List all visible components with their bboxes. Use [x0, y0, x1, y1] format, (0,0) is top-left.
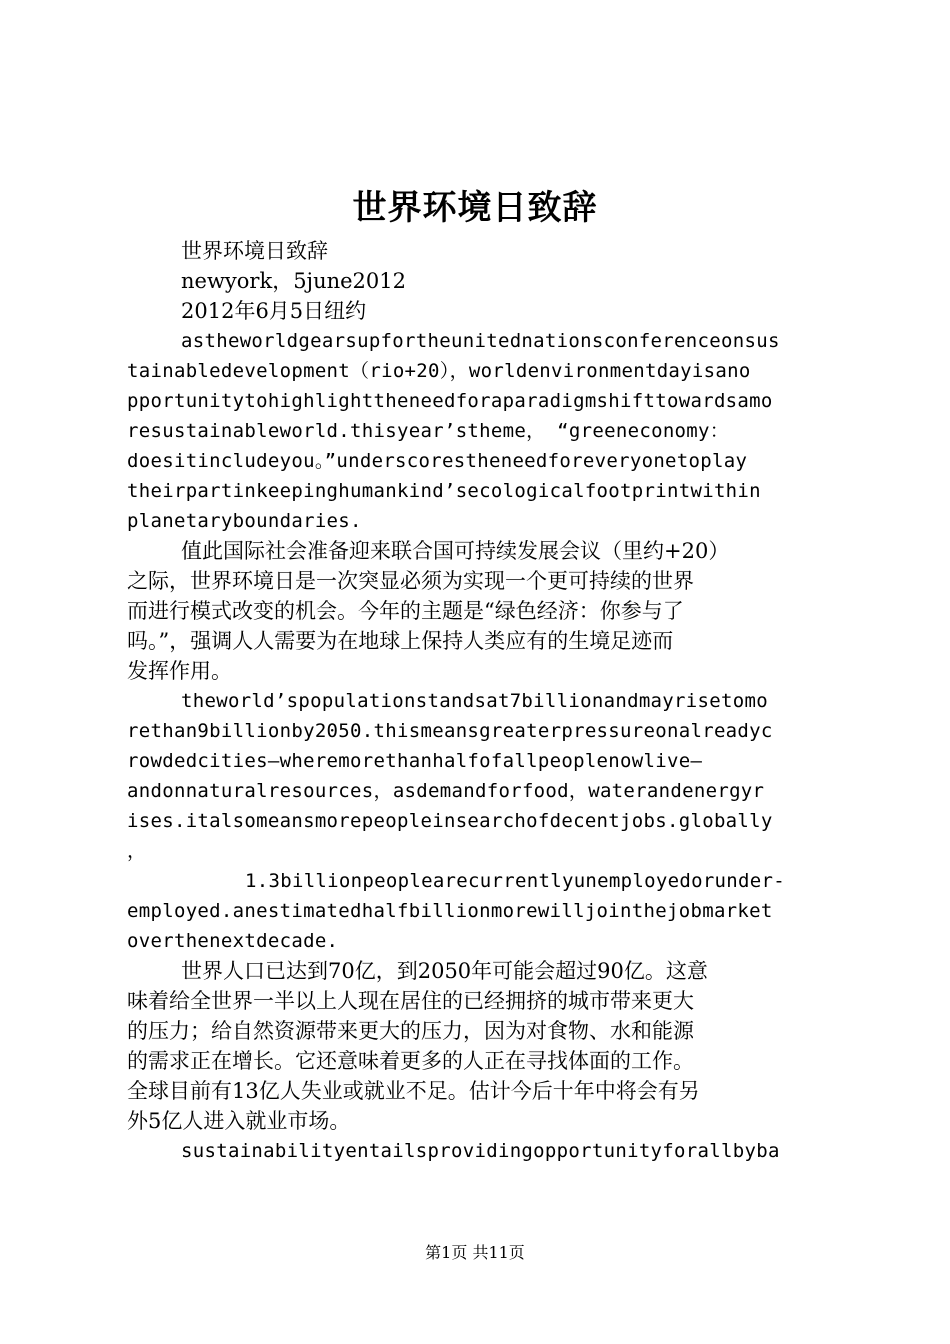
text-line: 而进行模式改变的机会。今年的主题是“绿色经济：你参与了 [127, 599, 684, 623]
text-line: overthenextdecade. [127, 930, 339, 952]
text-line: rethan9billionby2050.thismeansgreaterpressureonalreadyc [127, 720, 773, 742]
text-line: 世界环境日致辞 [181, 239, 328, 263]
text-line: 全球目前有13亿人失业或就业不足。估计今后十年中将会有另 [127, 1079, 700, 1103]
text-line: 吗。”，强调人人需要为在地球上保持人类应有的生境足迹而 [127, 629, 674, 653]
document-body [127, 236, 833, 1166]
text-line: sustainabilityentailsprovidingopportunityforallbyba [181, 1140, 780, 1162]
text-line: 之际，世界环境日是一次突显必须为实现一个更可持续的世界 [127, 569, 694, 593]
page-title: 世界环境日致辞 [352, 188, 598, 228]
text-line: ises.italsomeansmorepeopleinsearchofdecentjobs.globally [127, 810, 773, 832]
text-line: theirpartinkeepinghumankind’secologicalfootprintwithin [127, 480, 761, 502]
text-line: 1.3billionpeoplearecurrentlyunemployedorunder- [245, 870, 785, 892]
text-line: andonnaturalresources，asdemandforfood，waterandenergyr [127, 780, 765, 802]
text-line: doesitincludeyou。”underscorestheneedforeveryonetoplay [127, 450, 748, 472]
text-line: ， [127, 840, 147, 862]
text-line: pportunitytohighlighttheneedforaparadigmshifttowardsamo [127, 390, 773, 412]
text-line: planetaryboundaries. [127, 510, 362, 532]
text-line: 的压力；给自然资源带来更大的压力，因为对食物、水和能源 [127, 1019, 694, 1043]
text-line: newyork，5june2012 [181, 269, 406, 293]
text-line: 的需求正在增长。它还意味着更多的人正在寻找体面的工作。 [127, 1049, 694, 1073]
text-line: rowdedcities–wheremorethanhalfofallpeoplenowlive– [127, 750, 703, 772]
text-line: astheworldgearsupfortheunitednationsconferenceonsus [181, 330, 780, 352]
text-line: 发挥作用。 [127, 659, 232, 683]
text-line: employed.anestimatedhalfbillionmorewilljointhejobmarket [127, 900, 773, 922]
text-line: 2012年6月5日纽约 [181, 299, 367, 323]
page-footer: 第1页 共11页 [425, 1243, 525, 1262]
text-line: 世界人口已达到70亿，到2050年可能会超过90亿。这意 [181, 959, 708, 983]
text-line: theworld’spopulationstandsat7billionandmayrisetomo [181, 690, 768, 712]
text-line: tainabledevelopment（rio+20），worldenvironmentdayisano [127, 360, 751, 382]
text-line: resustainableworld.thisyear’stheme， “greeneconomy： [127, 420, 730, 442]
text-line: 味着给全世界一半以上人现在居住的已经拥挤的城市带来更大 [127, 989, 694, 1013]
text-line: 值此国际社会准备迎来联合国可持续发展会议（里约+20） [181, 539, 730, 563]
text-line: 外5亿人进入就业市场。 [127, 1109, 351, 1133]
